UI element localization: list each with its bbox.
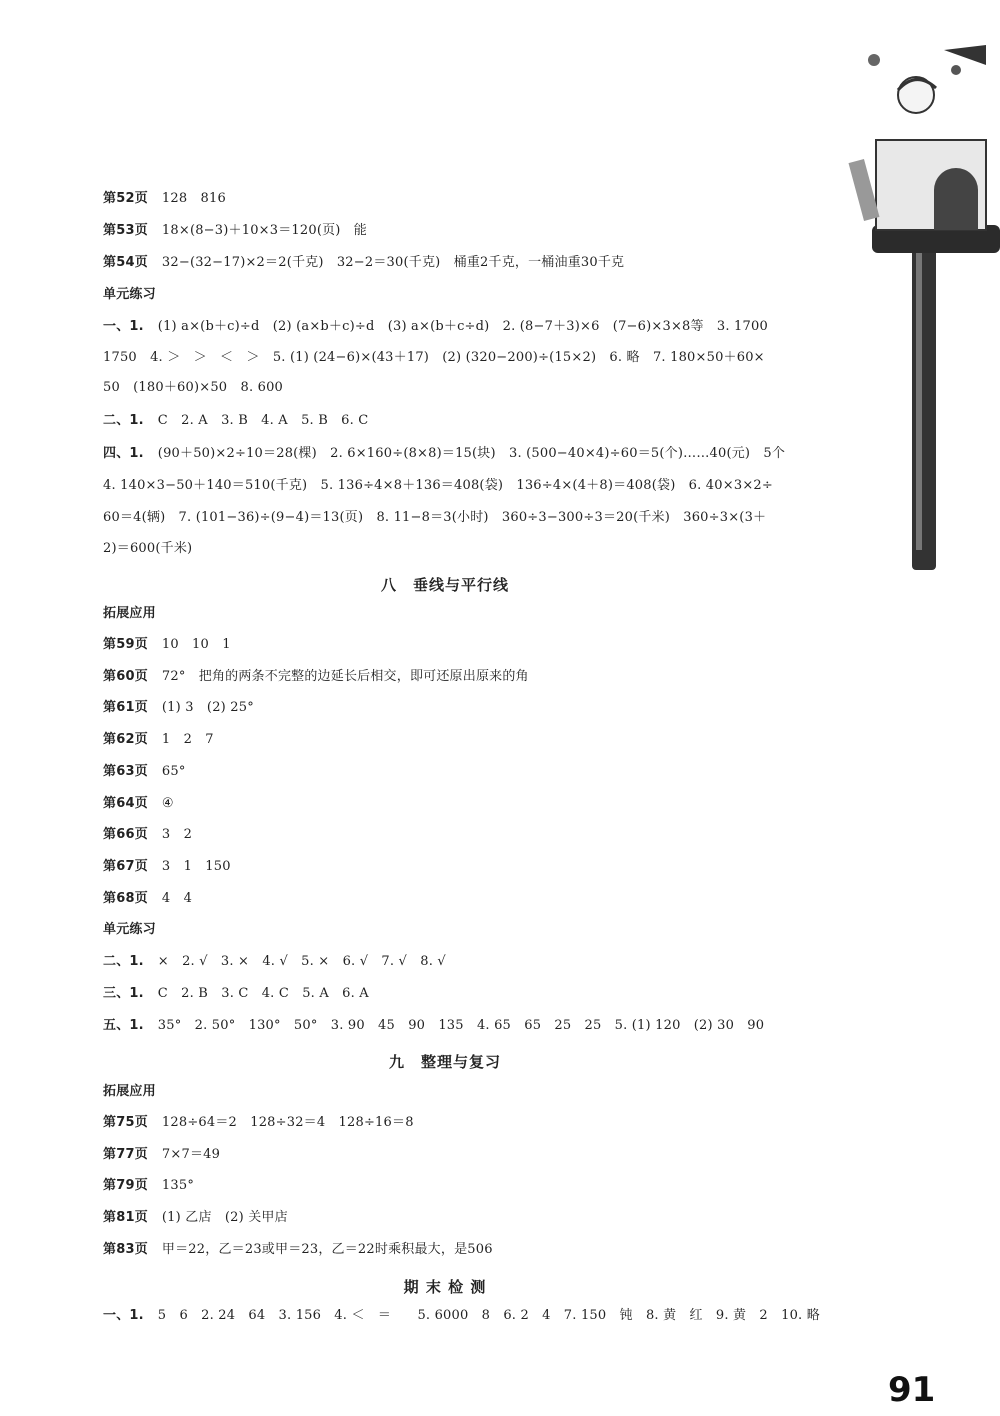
- answer-line: [103, 668, 529, 686]
- line-text: (1) a×(b＋c)÷d (2) (a×b＋c)÷d (3) a×(b＋c÷d) 2. (8−7＋3)×6 (7−6)×3×8等 3. 1700: [157, 319, 768, 334]
- line-text: 甲＝22，乙＝23或甲＝23，乙＝22时乘积最大，是506: [161, 1242, 493, 1257]
- line-label: 第63页: [103, 764, 148, 779]
- line-label: 一、1.: [103, 1308, 144, 1323]
- line-text: 7×7＝49: [161, 1147, 221, 1162]
- subheading: [103, 286, 170, 304]
- line-text: 135°: [161, 1178, 195, 1193]
- answer-line: [103, 477, 773, 495]
- line-text: C 2. A 3. B 4. A 5. B 6. C: [157, 413, 369, 428]
- answer-line: [103, 540, 192, 558]
- line-text: 65°: [161, 764, 186, 779]
- line-label: 第53页: [103, 223, 148, 238]
- line-text: 18×(8−3)＋10×3＝120(页) 能: [161, 223, 367, 238]
- line-label: 第75页: [103, 1115, 148, 1130]
- line-text: 128 816: [161, 191, 226, 206]
- answer-line: [103, 826, 192, 844]
- line-label: 第67页: [103, 859, 148, 874]
- line-label: 二、1.: [103, 954, 144, 969]
- line-label: 第61页: [103, 700, 148, 715]
- line-text: 72° 把角的两条不完整的边延长后相交，即可还原出原来的角: [161, 669, 529, 684]
- answer-line: [103, 1114, 414, 1132]
- page-number: 91: [888, 1370, 936, 1410]
- line-label: 第81页: [103, 1210, 148, 1225]
- answer-line: [103, 795, 174, 813]
- subheading: [103, 1083, 170, 1101]
- line-text: 60＝4(辆) 7. (101−36)÷(9−4)＝13(页) 8. 11−8＝3(小时) 360÷3−300÷3＝20(千米) 360÷3×(3＋: [103, 510, 767, 525]
- line-text: C 2. B 3. C 4. C 5. A 6. A: [157, 986, 369, 1001]
- answer-line: [103, 349, 765, 367]
- section-heading: 八 垂线与平行线: [380, 576, 509, 594]
- line-label: 三、1.: [103, 986, 144, 1001]
- section-heading: 九 整理与复习: [388, 1053, 501, 1071]
- answer-line: [103, 318, 768, 336]
- answer-line: [103, 1241, 493, 1259]
- line-label: 单元练习: [103, 922, 156, 937]
- line-label: 第59页: [103, 637, 148, 652]
- line-label: 一、1.: [103, 319, 144, 334]
- answer-line: [103, 254, 624, 272]
- line-text: 4 4: [161, 891, 193, 906]
- line-label: 第52页: [103, 191, 148, 206]
- answer-line: [103, 890, 192, 908]
- line-label: 四、1.: [103, 446, 144, 461]
- line-text: 4. 140×3−50＋140＝510(千克) 5. 136÷4×8＋136＝408(袋) 136÷4×(4＋8)＝408(袋) 6. 40×3×2÷: [103, 478, 773, 493]
- answer-line: [103, 1307, 820, 1325]
- line-label: 第79页: [103, 1178, 148, 1193]
- line-label: 第68页: [103, 891, 148, 906]
- line-text: 5 6 2. 24 64 3. 156 4. ＜ ＝ 5. 6000 8 6. 2 4 7. 150 钝 8. 黄 红 9. 黄 2 10. 略: [157, 1308, 820, 1323]
- answer-line: [103, 190, 226, 208]
- line-text: × 2. √ 3. × 4. √ 5. × 6. √ 7. √ 8. √: [157, 954, 446, 969]
- line-text: 35° 2. 50° 130° 50° 3. 90 45 90 135 4. 65 65 25 25 5. (1) 120 (2) 30 90: [157, 1018, 765, 1033]
- line-text: 10 10 1: [161, 637, 231, 652]
- answer-line: [103, 509, 766, 527]
- line-text: (1) 乙店 (2) 关甲店: [161, 1210, 288, 1225]
- line-text: 50 (180＋60)×50 8. 600: [103, 380, 284, 395]
- answer-line: [103, 222, 367, 240]
- line-label: 二、1.: [103, 413, 144, 428]
- line-label: 五、1.: [103, 1018, 144, 1033]
- line-text: 3 2: [161, 827, 193, 842]
- line-text: 1750 4. ＞ ＞ ＜ ＞ 5. (1) (24−6)×(43＋17) (2) (320−200)÷(15×2) 6. 略 7. 180×50＋60×: [103, 350, 765, 365]
- answer-line: [103, 699, 254, 717]
- line-text: 2)＝600(千米): [103, 541, 193, 556]
- answer-line: [103, 1177, 194, 1195]
- subheading: [103, 921, 170, 939]
- answer-line: [103, 1017, 764, 1035]
- section-heading: 期 末 检 测: [403, 1278, 487, 1296]
- line-text: 128÷64＝2 128÷32＝4 128÷16＝8: [161, 1115, 414, 1130]
- line-label: 第64页: [103, 796, 148, 811]
- line-text: 1 2 7: [161, 732, 214, 747]
- line-text: ④: [161, 796, 174, 811]
- line-label: 第66页: [103, 827, 148, 842]
- answer-line: [103, 731, 214, 749]
- line-label: 第54页: [103, 255, 148, 270]
- answer-line: [103, 858, 231, 876]
- answer-line: [103, 445, 785, 463]
- answer-line: [103, 1146, 220, 1164]
- line-label: 第62页: [103, 732, 148, 747]
- line-label: 拓展应用: [103, 1084, 156, 1099]
- line-label: 拓展应用: [103, 606, 156, 621]
- answer-line: [103, 985, 369, 1003]
- line-label: 第83页: [103, 1242, 148, 1257]
- answer-line: [103, 379, 283, 397]
- line-text: 3 1 150: [161, 859, 231, 874]
- line-text: (90＋50)×2÷10＝28(棵) 2. 6×160÷(8×8)＝15(块) 3. (500−40×4)÷60＝5(个)……40(元) 5个: [157, 446, 786, 461]
- subheading: [103, 605, 170, 623]
- decorative-illustration: [846, 40, 1000, 580]
- line-text: 32−(32−17)×2＝2(千克) 32−2＝30(千克) 桶重2千克，一桶油重30千克: [161, 255, 625, 270]
- answer-line: [103, 412, 368, 430]
- line-label: 第77页: [103, 1147, 148, 1162]
- answer-line: [103, 763, 186, 781]
- answer-line: [103, 636, 231, 654]
- line-text: (1) 3 (2) 25°: [161, 700, 254, 715]
- answer-line: [103, 953, 446, 971]
- answer-line: [103, 1209, 288, 1227]
- line-label: 单元练习: [103, 287, 156, 302]
- line-label: 第60页: [103, 669, 148, 684]
